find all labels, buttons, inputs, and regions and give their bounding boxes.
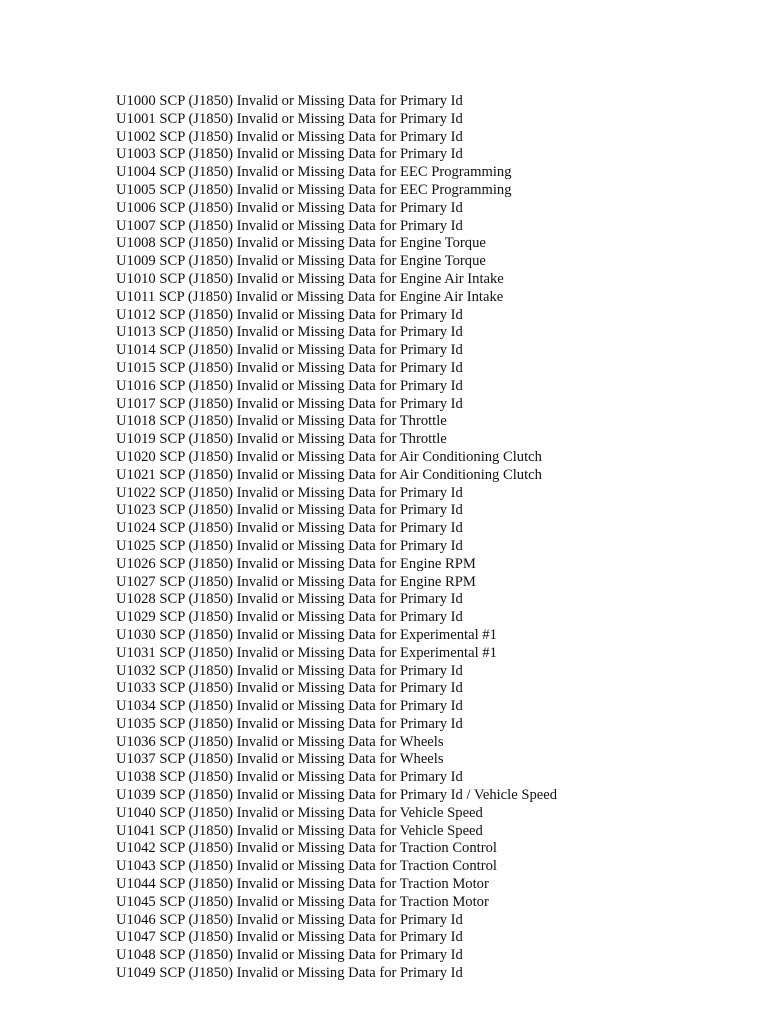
dtc-line: U1028 SCP (J1850) Invalid or Missing Data for Primary Id — [116, 591, 463, 608]
dtc-line: U1017 SCP (J1850) Invalid or Missing Data for Primary Id — [116, 395, 463, 412]
dtc-line: U1030 SCP (J1850) Invalid or Missing Data for Experimental #1 — [116, 626, 497, 643]
dtc-line: U1007 SCP (J1850) Invalid or Missing Data for Primary Id — [116, 217, 463, 234]
dtc-line: U1046 SCP (J1850) Invalid or Missing Data for Primary Id — [116, 911, 463, 928]
dtc-line: U1022 SCP (J1850) Invalid or Missing Data for Primary Id — [116, 484, 463, 501]
dtc-line: U1013 SCP (J1850) Invalid or Missing Data for Primary Id — [116, 324, 463, 341]
dtc-line: U1031 SCP (J1850) Invalid or Missing Data for Experimental #1 — [116, 644, 497, 661]
dtc-line: U1019 SCP (J1850) Invalid or Missing Data for Throttle — [116, 431, 447, 448]
dtc-line: U1018 SCP (J1850) Invalid or Missing Data for Throttle — [116, 413, 447, 430]
dtc-line: U1045 SCP (J1850) Invalid or Missing Data for Traction Motor — [116, 893, 489, 910]
dtc-line: U1023 SCP (J1850) Invalid or Missing Data for Primary Id — [116, 502, 463, 519]
dtc-line: U1011 SCP (J1850) Invalid or Missing Data for Engine Air Intake — [116, 288, 504, 305]
dtc-line: U1006 SCP (J1850) Invalid or Missing Data for Primary Id — [116, 199, 463, 216]
dtc-line: U1039 SCP (J1850) Invalid or Missing Data for Primary Id / Vehicle Speed — [116, 787, 558, 804]
dtc-line: U1008 SCP (J1850) Invalid or Missing Data for Engine Torque — [116, 235, 486, 252]
dtc-line: U1020 SCP (J1850) Invalid or Missing Data for Air Conditioning Clutch — [116, 448, 542, 465]
dtc-line: U1002 SCP (J1850) Invalid or Missing Data for Primary Id — [116, 128, 463, 145]
dtc-line: U1036 SCP (J1850) Invalid or Missing Data for Wheels — [116, 733, 444, 750]
dtc-line: U1035 SCP (J1850) Invalid or Missing Data for Primary Id — [116, 715, 463, 732]
dtc-line: U1016 SCP (J1850) Invalid or Missing Data for Primary Id — [116, 377, 463, 394]
dtc-line: U1029 SCP (J1850) Invalid or Missing Data for Primary Id — [116, 609, 463, 626]
dtc-line: U1037 SCP (J1850) Invalid or Missing Data for Wheels — [116, 751, 444, 768]
dtc-line: U1048 SCP (J1850) Invalid or Missing Data for Primary Id — [116, 947, 463, 964]
dtc-code-list — [116, 93, 557, 983]
dtc-line: U1040 SCP (J1850) Invalid or Missing Data for Vehicle Speed — [116, 804, 483, 821]
dtc-line: U1009 SCP (J1850) Invalid or Missing Data for Engine Torque — [116, 253, 486, 270]
dtc-line: U1038 SCP (J1850) Invalid or Missing Data for Primary Id — [116, 769, 463, 786]
dtc-line: U1032 SCP (J1850) Invalid or Missing Data for Primary Id — [116, 662, 463, 679]
dtc-line: U1021 SCP (J1850) Invalid or Missing Data for Air Conditioning Clutch — [116, 466, 542, 483]
dtc-line: U1004 SCP (J1850) Invalid or Missing Data for EEC Programming — [116, 164, 512, 181]
dtc-line: U1034 SCP (J1850) Invalid or Missing Data for Primary Id — [116, 698, 463, 715]
dtc-line: U1014 SCP (J1850) Invalid or Missing Data for Primary Id — [116, 342, 463, 359]
dtc-line: U1042 SCP (J1850) Invalid or Missing Data for Traction Control — [116, 840, 497, 857]
dtc-line: U1001 SCP (J1850) Invalid or Missing Data for Primary Id — [116, 110, 463, 127]
dtc-line: U1026 SCP (J1850) Invalid or Missing Data for Engine RPM — [116, 555, 476, 572]
dtc-line: U1012 SCP (J1850) Invalid or Missing Data for Primary Id — [116, 306, 463, 323]
dtc-line: U1049 SCP (J1850) Invalid or Missing Data for Primary Id — [116, 965, 463, 982]
dtc-line: U1025 SCP (J1850) Invalid or Missing Data for Primary Id — [116, 537, 463, 554]
dtc-line: U1005 SCP (J1850) Invalid or Missing Data for EEC Programming — [116, 181, 512, 198]
dtc-line: U1003 SCP (J1850) Invalid or Missing Data for Primary Id — [116, 146, 463, 163]
dtc-line: U1043 SCP (J1850) Invalid or Missing Data for Traction Control — [116, 858, 497, 875]
dtc-line: U1015 SCP (J1850) Invalid or Missing Data for Primary Id — [116, 359, 463, 376]
dtc-line: U1041 SCP (J1850) Invalid or Missing Data for Vehicle Speed — [116, 822, 483, 839]
dtc-line: U1024 SCP (J1850) Invalid or Missing Data for Primary Id — [116, 520, 463, 537]
dtc-line: U1000 SCP (J1850) Invalid or Missing Data for Primary Id — [116, 93, 463, 109]
dtc-line: U1033 SCP (J1850) Invalid or Missing Data for Primary Id — [116, 680, 463, 697]
dtc-line: U1010 SCP (J1850) Invalid or Missing Data for Engine Air Intake — [116, 270, 504, 287]
dtc-line: U1047 SCP (J1850) Invalid or Missing Data for Primary Id — [116, 929, 463, 946]
dtc-line: U1027 SCP (J1850) Invalid or Missing Data for Engine RPM — [116, 573, 476, 590]
dtc-line: U1044 SCP (J1850) Invalid or Missing Data for Traction Motor — [116, 876, 489, 893]
